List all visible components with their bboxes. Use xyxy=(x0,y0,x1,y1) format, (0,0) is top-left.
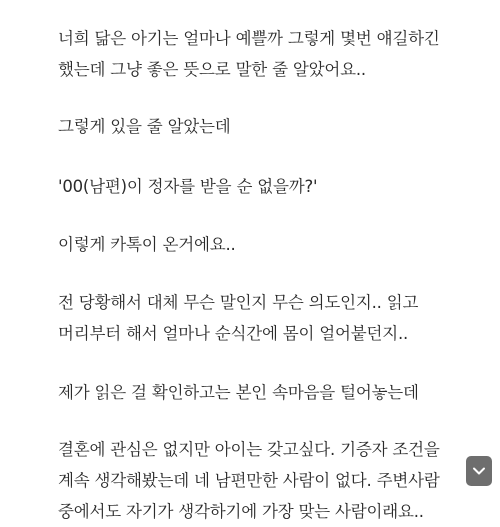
paragraph-line: 제가 읽은 걸 확인하고는 본인 속마음을 털어놓는데 xyxy=(58,383,419,402)
paragraph-7 xyxy=(58,434,478,527)
paragraph-line: 전 당황해서 대체 무슨 말인지 무슨 의도인지.. 읽고 xyxy=(58,293,419,312)
paragraph-line: 했는데 그냥 좋은 뜻으로 말한 줄 알았어요.. xyxy=(58,60,366,79)
chevron-down-icon xyxy=(472,466,486,476)
paragraph-line: 중에서도 자기가 생각하기에 가장 맞는 사람이래요.. xyxy=(58,502,424,521)
paragraph-2 xyxy=(58,111,478,142)
paragraph-6 xyxy=(58,377,478,408)
paragraph-4 xyxy=(58,229,478,260)
paragraph-1 xyxy=(58,23,478,85)
paragraph-line: 계속 생각해봤는데 네 남편만한 사람이 없다. 주변사람 xyxy=(58,471,440,490)
scroll-down-button[interactable] xyxy=(466,456,492,486)
paragraph-line: 그렇게 있을 줄 알았는데 xyxy=(58,117,231,136)
paragraph-line: 이렇게 카톡이 온거에요.. xyxy=(58,235,236,254)
paragraph-line: 결혼에 관심은 없지만 아이는 갖고싶다. 기증자 조건을 xyxy=(58,440,440,459)
paragraph-line: 너희 닮은 아기는 얼마나 예쁠까 그렇게 몇번 얘길하긴 xyxy=(58,29,440,48)
paragraph-line: '00(남편)이 정자를 받을 순 없을까?' xyxy=(58,177,318,196)
paragraph-line: 머리부터 해서 얼마나 순식간에 몸이 얼어붙던지.. xyxy=(58,324,409,343)
paragraph-3 xyxy=(58,171,478,202)
paragraph-5 xyxy=(58,287,478,349)
